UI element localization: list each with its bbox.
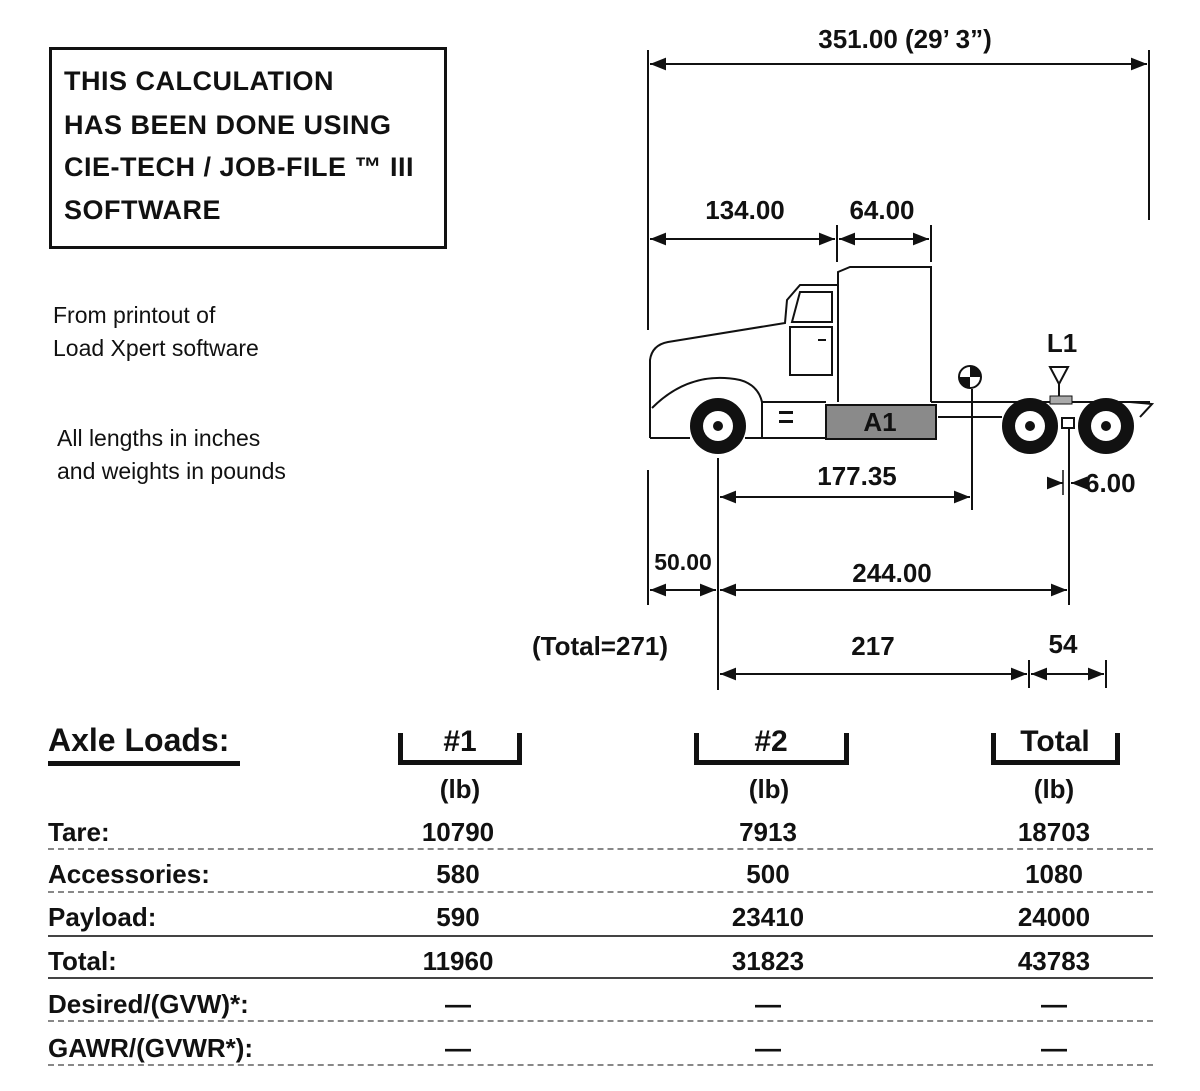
row-label-desired: Desired/(GVW)*: (48, 989, 249, 1019)
column-unit-axle-2: (lb) (748, 774, 790, 804)
column-head-label: #2 (754, 725, 788, 758)
notice-line-2: HAS BEEN DONE USING (64, 110, 392, 140)
axle-loads-title-underline (48, 761, 240, 766)
row-label-tare: Tare: (48, 817, 110, 847)
front-wheel (690, 398, 746, 454)
load-span-dimensions (532, 629, 1104, 674)
source-note-line-1: From printout of (53, 302, 216, 328)
cog-distance-label: 177.35 (817, 461, 897, 491)
cell-gawr-total: — (1041, 1033, 1067, 1063)
span-b-label: 54 (1048, 629, 1078, 659)
total-note-label: (Total=271) (531, 631, 669, 661)
column-head-label: #1 (443, 725, 477, 758)
row-label-accessories: Accessories: (48, 859, 210, 889)
load-l1-label: L1 (1046, 328, 1078, 358)
cell-desired-axle-1: — (445, 989, 471, 1019)
cell-tare-axle-2: 7913 (739, 817, 797, 847)
cell-payload-total: 24000 (1017, 902, 1091, 932)
cell-gawr-axle-2: — (755, 1033, 781, 1063)
row-label-payload: Payload: (48, 902, 157, 932)
cell-accessories-axle-2: 500 (746, 859, 790, 889)
bumper-to-cab-label: 134.00 (705, 195, 785, 225)
axle-offset-label: 6.00 (1085, 468, 1136, 498)
cab-width-label: 64.00 (849, 195, 915, 225)
rear-wheel-1 (1002, 398, 1058, 454)
cell-total-axle-2: 31823 (731, 946, 805, 976)
source-note-line-2: Load Xpert software (53, 335, 259, 361)
axle-loads-title: Axle Loads: (48, 722, 230, 758)
cell-payload-axle-2: 23410 (731, 902, 805, 932)
center-of-gravity-icon (959, 366, 981, 510)
accessory-a1-box (826, 405, 936, 439)
accessory-a1-label: A1 (863, 407, 897, 437)
row-label-total: Total: (48, 946, 117, 976)
rear-wheel-2 (1078, 398, 1134, 454)
cell-payload-axle-1: 590 (436, 902, 480, 932)
cell-total-total: 43783 (1017, 946, 1091, 976)
row-separator (48, 1064, 1153, 1066)
axle-offset-dimension (1048, 468, 1136, 498)
row-separator (48, 1020, 1153, 1022)
column-unit-axle-1: (lb) (439, 774, 481, 804)
cell-tare-axle-1: 10790 (421, 817, 495, 847)
notice-line-4: SOFTWARE (64, 195, 221, 225)
row-separator (48, 848, 1153, 850)
cell-desired-axle-2: — (755, 989, 781, 1019)
cog-distance-dimension (720, 461, 970, 497)
column-head-label: Total (1020, 725, 1090, 758)
notice-line-3: CIE-TECH / JOB-FILE ™ III (64, 152, 415, 182)
cell-total-axle-1: 11960 (422, 946, 494, 976)
cell-desired-total: — (1041, 989, 1067, 1019)
wheelbase-label: 244.00 (852, 558, 932, 588)
row-label-gawr: GAWR/(GVWR*): (48, 1033, 254, 1063)
overall-length-label: 351.00 (29’ 3”) (818, 24, 992, 54)
equals-icon (779, 411, 793, 423)
cab-dimensions (650, 195, 931, 262)
units-note-line-1: All lengths in inches (57, 425, 261, 451)
cell-tare-total: 18703 (1017, 817, 1091, 847)
cell-accessories-axle-1: 580 (436, 859, 480, 889)
row-separator (48, 891, 1153, 893)
overall-length-dimension (648, 24, 1149, 330)
cell-gawr-axle-1: — (445, 1033, 471, 1063)
wheelbase-dimensions (650, 549, 1067, 590)
row-separator (48, 977, 1153, 979)
units-note-line-2: and weights in pounds (57, 458, 286, 484)
cell-accessories-total: 1080 (1025, 859, 1083, 889)
notice-line-1: THIS CALCULATION (64, 66, 334, 96)
span-a-label: 217 (851, 631, 895, 661)
column-unit-total: (lb) (1033, 774, 1075, 804)
row-separator (48, 935, 1153, 937)
front-overhang-label: 50.00 (654, 549, 712, 575)
